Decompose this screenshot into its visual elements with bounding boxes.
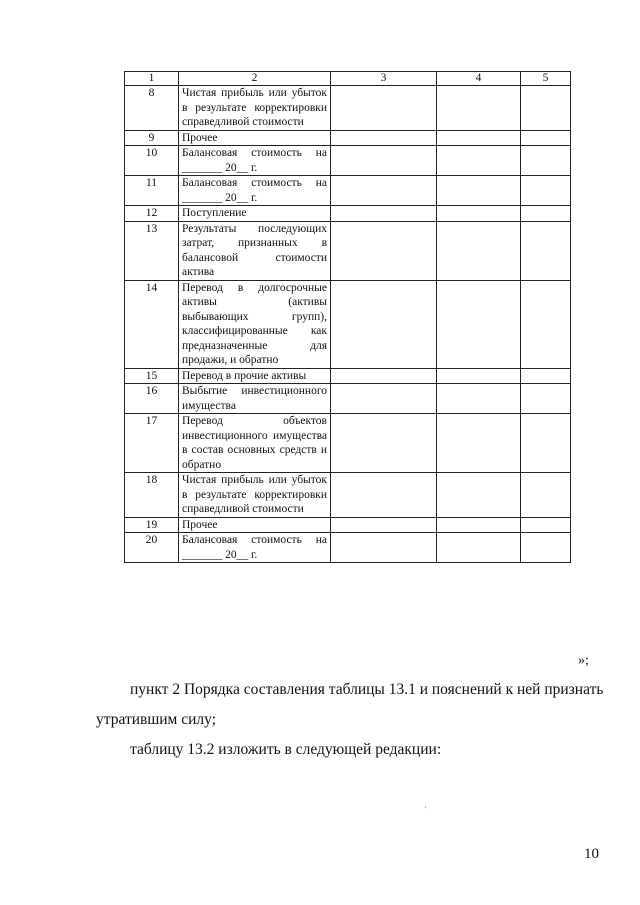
empty-value-cell: [331, 414, 437, 473]
empty-value-cell: [521, 130, 571, 146]
empty-value-cell: [437, 130, 521, 146]
row-number: 19: [125, 517, 179, 533]
empty-value-cell: [331, 130, 437, 146]
closing-quote: »;: [578, 653, 589, 668]
row-description: Выбытие инвестиционного имущества: [179, 384, 331, 414]
row-description: Балансовая стоимость на _______ 20__ г.: [179, 533, 331, 563]
paragraph-line: таблицу 13.2 изложить в следующей редакции:: [130, 741, 442, 758]
table-row: [125, 533, 571, 563]
table-row: [125, 517, 571, 533]
row-description: Чистая прибыль или убыток в результате корректировки справедливой стоимости: [179, 86, 331, 131]
row-number: 16: [125, 384, 179, 414]
table-row: [125, 206, 571, 222]
row-number: 12: [125, 206, 179, 222]
empty-value-cell: [331, 221, 437, 280]
empty-value-cell: [331, 368, 437, 384]
row-number: 15: [125, 368, 179, 384]
row-description: Перевод в долгосрочные активы (активы выбывающих групп), классифицированные как предназначенные для продажи, и обратно: [179, 280, 331, 368]
empty-value-cell: [331, 533, 437, 563]
scan-speck: ': [425, 805, 427, 814]
empty-value-cell: [331, 86, 437, 131]
empty-value-cell: [331, 473, 437, 518]
header-cell: 2: [179, 72, 331, 86]
paragraph-line: утратившим силу;: [96, 711, 217, 728]
empty-value-cell: [437, 206, 521, 222]
empty-value-cell: [437, 280, 521, 368]
empty-value-cell: [437, 368, 521, 384]
empty-value-cell: [521, 473, 571, 518]
header-cell: 4: [437, 72, 521, 86]
empty-value-cell: [437, 517, 521, 533]
table-row: [125, 414, 571, 473]
empty-value-cell: [521, 86, 571, 131]
empty-value-cell: [521, 206, 571, 222]
row-number: 20: [125, 533, 179, 563]
header-cell: 5: [521, 72, 571, 86]
table-header-row: [125, 72, 571, 86]
table-row: [125, 473, 571, 518]
row-number: 10: [125, 146, 179, 176]
header-cell: 3: [331, 72, 437, 86]
row-number: 14: [125, 280, 179, 368]
empty-value-cell: [521, 384, 571, 414]
empty-value-cell: [437, 221, 521, 280]
row-number: 9: [125, 130, 179, 146]
empty-value-cell: [437, 86, 521, 131]
empty-value-cell: [521, 221, 571, 280]
row-description: Поступление: [179, 206, 331, 222]
empty-value-cell: [521, 146, 571, 176]
row-description: Балансовая стоимость на _______ 20__ г.: [179, 176, 331, 206]
row-description: Чистая прибыль или убыток в результате корректировки справедливой стоимости: [179, 473, 331, 518]
row-number: 17: [125, 414, 179, 473]
empty-value-cell: [521, 176, 571, 206]
row-description: Прочее: [179, 517, 331, 533]
empty-value-cell: [331, 206, 437, 222]
paragraph-line: пункт 2 Порядка составления таблицы 13.1 и пояснений к ней признать: [130, 681, 604, 698]
table-row: [125, 146, 571, 176]
row-description: Результаты последующих затрат, признанных в балансовой стоимости актива: [179, 221, 331, 280]
page-number: 10: [584, 846, 599, 862]
table-row: [125, 280, 571, 368]
table-row: [125, 176, 571, 206]
empty-value-cell: [437, 176, 521, 206]
empty-value-cell: [437, 533, 521, 563]
header-cell: 1: [125, 72, 179, 86]
row-description: Прочее: [179, 130, 331, 146]
empty-value-cell: [521, 368, 571, 384]
empty-value-cell: [437, 146, 521, 176]
empty-value-cell: [521, 533, 571, 563]
empty-value-cell: [331, 384, 437, 414]
empty-value-cell: [331, 146, 437, 176]
empty-value-cell: [521, 517, 571, 533]
empty-value-cell: [437, 384, 521, 414]
empty-value-cell: [437, 414, 521, 473]
row-number: 13: [125, 221, 179, 280]
table-row: [125, 368, 571, 384]
empty-value-cell: [331, 280, 437, 368]
table-row: [125, 130, 571, 146]
row-number: 11: [125, 176, 179, 206]
table-row: [125, 221, 571, 280]
empty-value-cell: [521, 414, 571, 473]
row-description: Перевод в прочие активы: [179, 368, 331, 384]
empty-value-cell: [521, 280, 571, 368]
form-table: [124, 71, 571, 563]
row-description: Балансовая стоимость на _______ 20__ г.: [179, 146, 331, 176]
row-number: 8: [125, 86, 179, 131]
table-row: [125, 384, 571, 414]
row-description: Перевод объектов инвестиционного имущества в состав основных средств и обратно: [179, 414, 331, 473]
row-number: 18: [125, 473, 179, 518]
table-row: [125, 86, 571, 131]
empty-value-cell: [331, 176, 437, 206]
empty-value-cell: [331, 517, 437, 533]
empty-value-cell: [437, 473, 521, 518]
